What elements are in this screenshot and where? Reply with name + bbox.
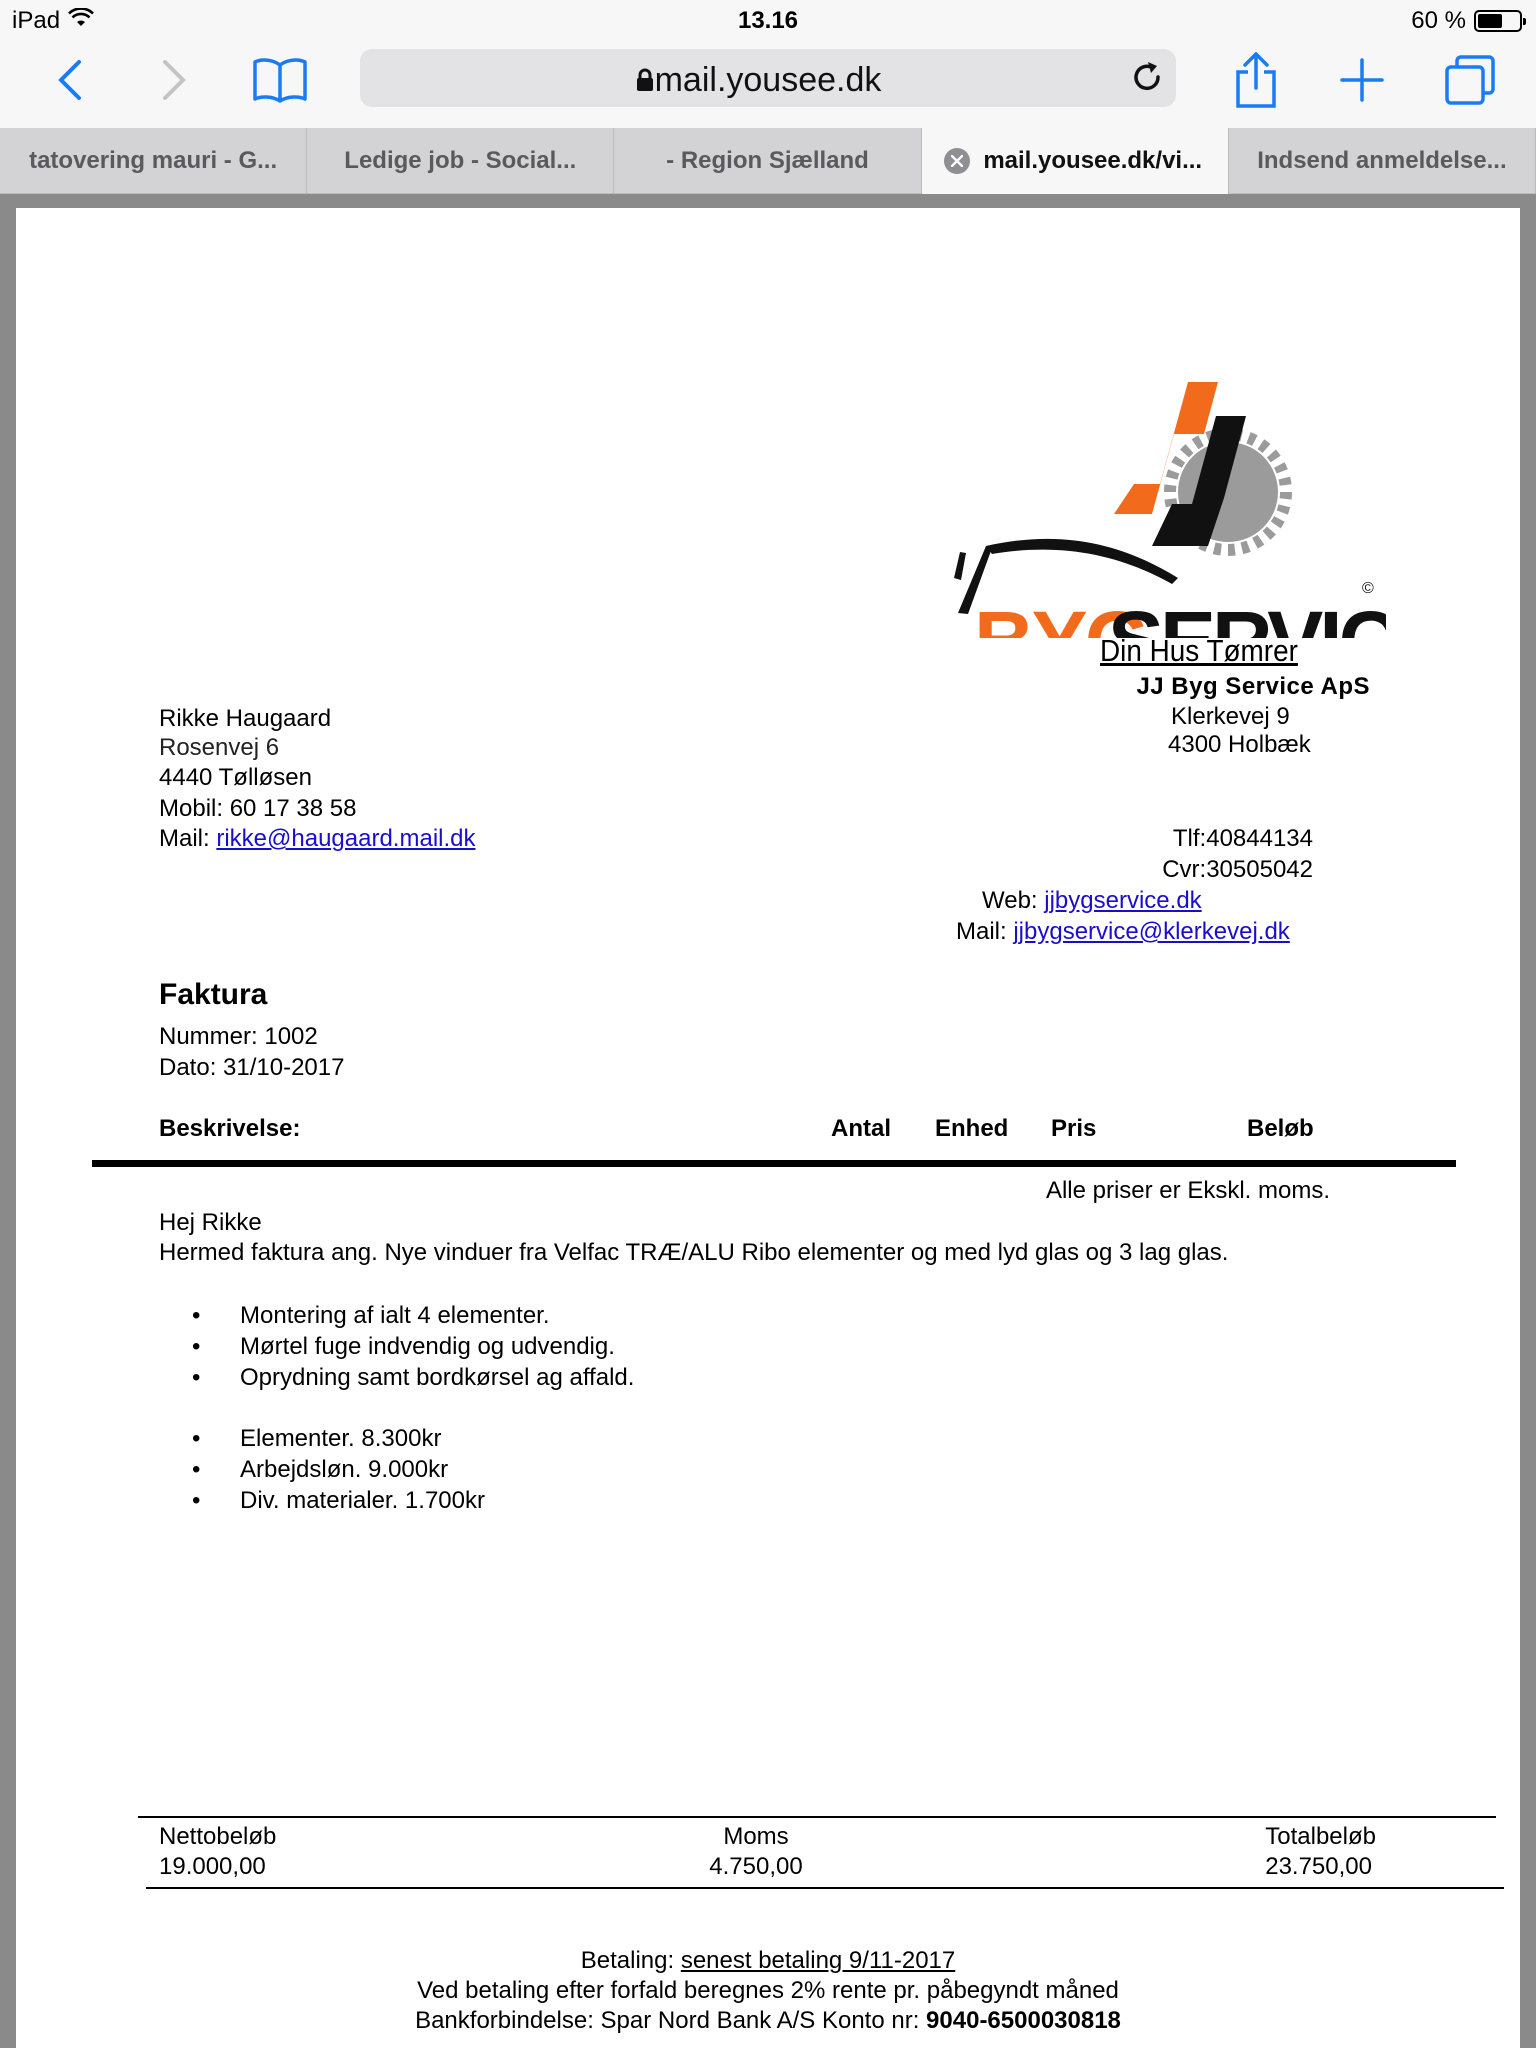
share-icon — [1234, 52, 1278, 113]
back-button[interactable] — [38, 50, 102, 114]
device-name: iPad — [12, 7, 61, 34]
list-item: • Oprydning samt bordkørsel ag affald. — [240, 1362, 634, 1393]
plus-icon — [1340, 58, 1384, 107]
greeting: Hej Rikke — [159, 1209, 262, 1236]
company-web-label: Web: — [982, 887, 1038, 914]
browser-toolbar — [0, 40, 1536, 128]
list-item: • Div. materialer. 1.700kr — [240, 1485, 485, 1516]
status-right — [1411, 7, 1522, 35]
column-amount: Beløb — [1247, 1115, 1314, 1142]
vat-value: 4.750,00 — [709, 1853, 803, 1880]
price-items-list — [240, 1423, 485, 1516]
payment-deadline: senest betaling 9/11-2017 — [680, 1947, 956, 1974]
totals-bottom-divider — [146, 1887, 1504, 1889]
company-street: Klerkevej 9 — [1171, 703, 1290, 730]
battery-fill — [1478, 14, 1502, 28]
battery-icon — [1474, 10, 1522, 32]
company-web-row — [982, 886, 1202, 916]
company-name: JJ Byg Service ApS — [1136, 673, 1370, 700]
logo-copyright: © — [1362, 580, 1374, 597]
customer-mail-link[interactable]: rikke@haugaard.mail.dk — [216, 825, 476, 852]
late-fee-note: Ved betaling efter forfald beregnes 2% rente pr. påbegyndt måned — [417, 1977, 1119, 2004]
company-tagline: Din Hus Tømrer — [1100, 633, 1298, 668]
tab-5[interactable]: Indsend anmeldelse... — [1229, 128, 1536, 194]
list-item: • Montering af ialt 4 elementer. — [240, 1300, 634, 1331]
list-item: • Elementer. 8.300kr — [240, 1423, 485, 1454]
column-description: Beskrivelse: — [159, 1115, 301, 1142]
tab-3[interactable]: - Region Sjælland — [614, 128, 921, 194]
tab-close-icon[interactable] — [944, 148, 970, 174]
net-label: Nettobeløb — [159, 1823, 277, 1850]
work-items-list — [240, 1300, 634, 1393]
company-city: 4300 Holbæk — [1168, 731, 1311, 758]
bank-account: 9040-6500030818 — [926, 2007, 1121, 2034]
customer-mobile: Mobil: 60 17 38 58 — [159, 795, 357, 822]
total-label: Totalbeløb — [1265, 1823, 1376, 1850]
company-mail-link[interactable]: jjbygservice@klerkevej.dk — [1013, 918, 1290, 945]
column-qty: Antal — [831, 1115, 891, 1142]
customer-name: Rikke Haugaard — [159, 705, 332, 732]
tabs-icon — [1444, 54, 1496, 111]
book-icon — [252, 57, 308, 108]
company-cvr: Cvr:30505042 — [1162, 856, 1313, 883]
vat-note: Alle priser er Ekskl. moms. — [1045, 1177, 1330, 1204]
company-phone: Tlf:40844134 — [1172, 825, 1313, 852]
tab-2[interactable]: Ledige job - Social... — [307, 128, 614, 194]
totals-top-divider — [138, 1816, 1496, 1818]
invoice-number: Nummer: 1002 — [159, 1023, 318, 1050]
column-price: Pris — [1051, 1115, 1097, 1142]
tab-4-label: mail.yousee.dk/vi... — [983, 147, 1203, 174]
list-item: • Mørtel fuge indvendig og udvendig. — [240, 1331, 634, 1362]
net-value: 19.000,00 — [159, 1853, 266, 1880]
customer-street: Rosenvej 6 — [159, 734, 280, 761]
customer-mail-row — [159, 824, 476, 854]
company-web-link[interactable]: jjbygservice.dk — [1044, 887, 1202, 914]
new-tab-button[interactable] — [1330, 50, 1394, 114]
logo-graphic — [946, 368, 1386, 638]
column-unit: Enhed — [935, 1115, 1009, 1142]
address-bar[interactable] — [360, 49, 1176, 107]
customer-city: 4440 Tølløsen — [159, 764, 312, 791]
vat-label: Moms — [723, 1823, 789, 1850]
list-item: • Arbejdsløn. 9.000kr — [240, 1454, 485, 1485]
tabs-overview-button[interactable] — [1438, 50, 1502, 114]
intro-text: Hermed faktura ang. Nye vinduer fra Velfac TRÆ/ALU Ribo elementer og med lyd glas og 3 lag glas. — [159, 1239, 1229, 1266]
bank-row — [16, 2006, 1520, 2036]
tab-4-active[interactable] — [922, 128, 1229, 194]
invoice-date: Dato: 31/10-2017 — [159, 1054, 345, 1081]
tab-1[interactable]: tatovering mauri - G... — [0, 128, 307, 194]
invoice-document — [16, 208, 1520, 2048]
customer-mail-label: Mail: — [159, 825, 210, 852]
status-bar — [0, 0, 1536, 40]
company-mail-row — [956, 917, 1290, 947]
forward-button[interactable] — [142, 50, 206, 114]
battery-percent: 60 % — [1411, 7, 1466, 34]
status-clock: 13.16 — [737, 7, 799, 34]
invoice-title: Faktura — [159, 978, 268, 1011]
chevron-right-icon — [159, 58, 189, 107]
tab-strip — [0, 128, 1536, 194]
payment-row — [16, 1946, 1520, 1976]
url-host: mail.yousee.dk — [654, 61, 882, 99]
bank-info: Bankforbindelse: Spar Nord Bank A/S Konto nr: — [415, 2007, 920, 2034]
company-mail-label: Mail: — [956, 918, 1007, 945]
reload-icon[interactable] — [1130, 60, 1164, 99]
header-divider — [92, 1160, 1456, 1167]
bookmarks-button[interactable] — [248, 50, 312, 114]
chevron-left-icon — [55, 58, 85, 107]
payment-label: Betaling: — [580, 1947, 675, 1974]
total-value: 23.750,00 — [1265, 1853, 1372, 1880]
share-button[interactable] — [1224, 50, 1288, 114]
invoice-page — [16, 208, 1520, 2048]
company-logo — [946, 368, 1386, 638]
